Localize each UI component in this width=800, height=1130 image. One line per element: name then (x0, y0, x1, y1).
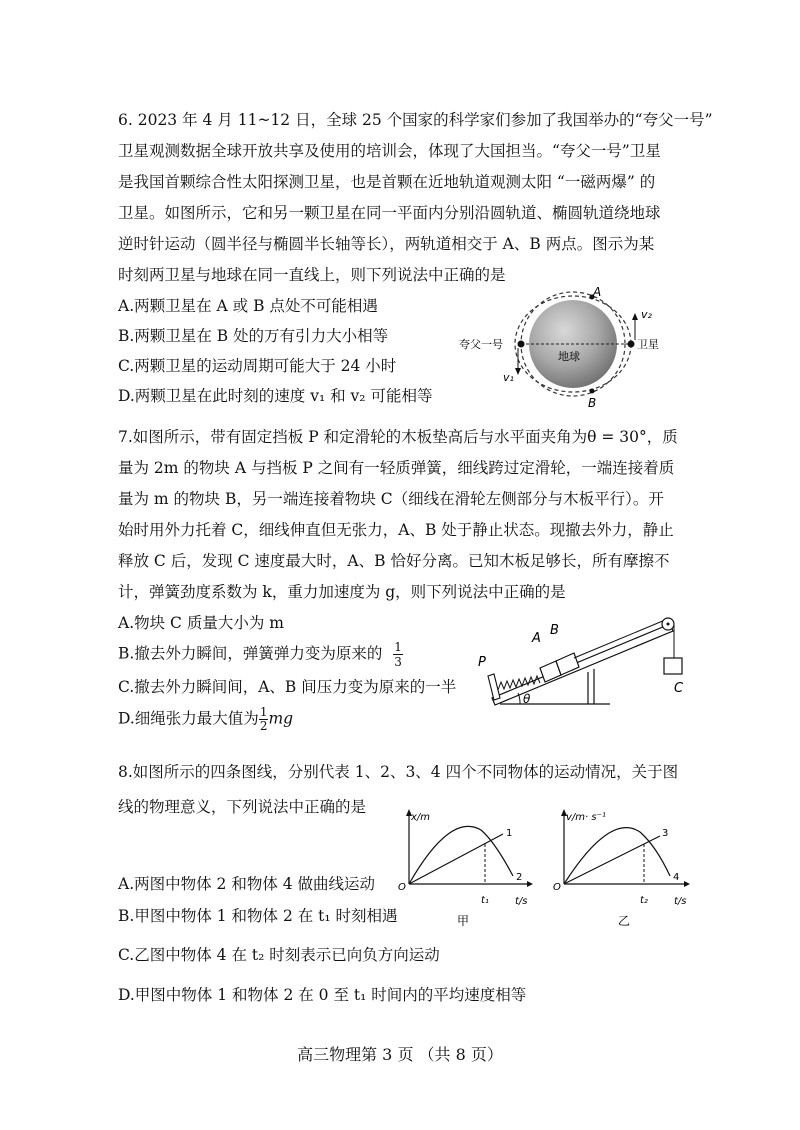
orbit-diagram (455, 280, 695, 420)
q7-option-d[interactable] (118, 706, 293, 733)
label-kuafu: 夸父一号 (459, 338, 503, 351)
other-satellite (628, 341, 635, 348)
block-c (664, 658, 682, 674)
page-footer: 高三物理第 3 页 （共 8 页） (297, 1045, 503, 1064)
jia-curve2-label: 2 (516, 872, 523, 883)
wooden-board (492, 624, 673, 705)
q7-option-d-tail: mg (268, 709, 294, 728)
jia-ylabel: x/m (411, 812, 431, 823)
q8-option-a[interactable]: A.两图中物体 2 和物体 4 做曲线运动 (118, 875, 376, 893)
q7-option-a[interactable]: A.物块 C 质量大小为 m (118, 614, 284, 632)
label-b: B (588, 396, 597, 410)
jia-origin: O (398, 882, 406, 893)
line-object-1 (409, 834, 503, 884)
yi-curve4-label: 4 (673, 872, 680, 883)
line-object-3 (564, 836, 660, 884)
fraction-one-half: $\frac{1}{2}$ (259, 705, 268, 733)
label-c: C (674, 681, 684, 696)
label-satellite: 卫星 (637, 338, 659, 351)
q7-option-c[interactable]: C.撤去外力瞬间间，A、B 间压力变为原来的一半 (118, 678, 457, 696)
q7-line-1: 7.如图所示，带有固定挡板 P 和定滑轮的木板垫高后与水平面夹角为θ = 30°，质 (118, 428, 678, 446)
yi-ylabel: v/m· s⁻¹ (566, 812, 606, 823)
yi-origin: O (553, 882, 561, 893)
q6-line-2: 卫星观测数据全球开放共享及使用的培训会，体现了大国担当。“夸父一号”卫星 (118, 142, 661, 160)
jia-xlabel: t/s (515, 896, 528, 907)
q8-line-2: 线的物理意义，下列说法中正确的是 (118, 798, 367, 816)
baffle-p (488, 674, 500, 700)
q6-line-3: 是我国首颗综合性太阳探测卫星，也是首颗在近地轨道观测太阳 “一磁两爆” 的 (118, 173, 656, 191)
yi-caption: 乙 (618, 914, 631, 928)
q7-option-b-text: B.撤去外力瞬间，弹簧弹力变为原来的 (118, 644, 383, 663)
fraction-one-third: $\frac{1}{3}$ (394, 640, 402, 669)
q7-option-b[interactable] (118, 640, 403, 669)
q6-option-a[interactable]: A.两颗卫星在 A 或 B 点处不可能相遇 (118, 297, 378, 315)
incline-diagram (470, 608, 695, 720)
jia-tick-t1: t₁ (481, 895, 489, 906)
q6-line-6: 时刻两卫星与地球在同一直线上，则下列说法中正确的是 (118, 266, 506, 284)
q6-option-d[interactable]: D.两颗卫星在此时刻的速度 v₁ 和 v₂ 可能相等 (118, 387, 433, 405)
label-earth: 地球 (558, 350, 580, 363)
label-a: A (593, 285, 602, 299)
graph-yi (550, 800, 700, 935)
q7-line-2: 量为 2m 的物块 A 与挡板 P 之间有一轻质弹簧，细线跨过定滑轮，一端连接着质 (118, 459, 675, 477)
label-block-b: B (550, 623, 559, 638)
yi-xlabel: t/s (674, 896, 687, 907)
q6-option-c[interactable]: C.两颗卫星的运动周期可能大于 24 小时 (118, 357, 397, 375)
jia-curve1-label: 1 (506, 828, 513, 839)
kuafu-satellite (518, 341, 525, 348)
q6-line-4: 卫星。如图所示，它和另一颗卫星在同一平面内分别沿圆轨道、椭圆轨道绕地球 (118, 204, 661, 222)
q7-line-6: 计，弹簧劲度系数为 k，重力加速度为 g，则下列说法中正确的是 (118, 583, 566, 601)
q6-line-1: 6. 2023 年 4 月 11~12 日，全球 25 个国家的科学家们参加了我国举办的“夸父一号” (118, 111, 713, 129)
q7-line-3: 量为 m 的物块 B，另一端连接着物块 C（细线在滑轮左侧部分与木板平行）。开 (118, 490, 664, 508)
yi-curve3-label: 3 (662, 828, 669, 839)
label-block-a: A (532, 631, 541, 646)
q7-line-5: 释放 C 后，发现 C 速度最大时，A、B 恰好分离。已知木板足够长，所有摩擦不 (118, 552, 670, 570)
label-v2: v₂ (641, 308, 652, 321)
graph-jia (395, 800, 535, 935)
q8-option-d[interactable]: D.甲图中物体 1 和物体 2 在 0 至 t₁ 时间内的平均速度相等 (118, 986, 527, 1004)
q7-option-d-text: D.细绳张力最大值为 (118, 709, 259, 728)
q8-line-1: 8.如图所示的四条图线，分别代表 1、2、3、4 四个不同物体的运动情况，关于图 (118, 763, 679, 781)
yi-tick-t2: t₂ (640, 895, 648, 906)
label-p: P (478, 655, 486, 670)
label-v1: v₁ (503, 371, 514, 384)
q8-option-c[interactable]: C.乙图中物体 4 在 t₂ 时刻表示已向负方向运动 (118, 946, 440, 964)
q6-option-b[interactable]: B.两颗卫星在 B 处的万有引力大小相等 (118, 327, 389, 345)
q7-line-4: 始时用外力托着 C，细线伸直但无张力，A、B 处于静止状态。现撤去外力，静止 (118, 521, 674, 539)
point-b (590, 389, 595, 394)
jia-caption: 甲 (457, 914, 470, 928)
q8-option-b[interactable]: B.甲图中物体 1 和物体 2 在 t₁ 时刻相遇 (118, 907, 398, 925)
q6-line-5: 逆时针运动（圆半径与椭圆半长轴等长），两轨道相交于 A、B 两点。图示为某 (118, 235, 655, 253)
label-theta: θ (523, 692, 531, 706)
